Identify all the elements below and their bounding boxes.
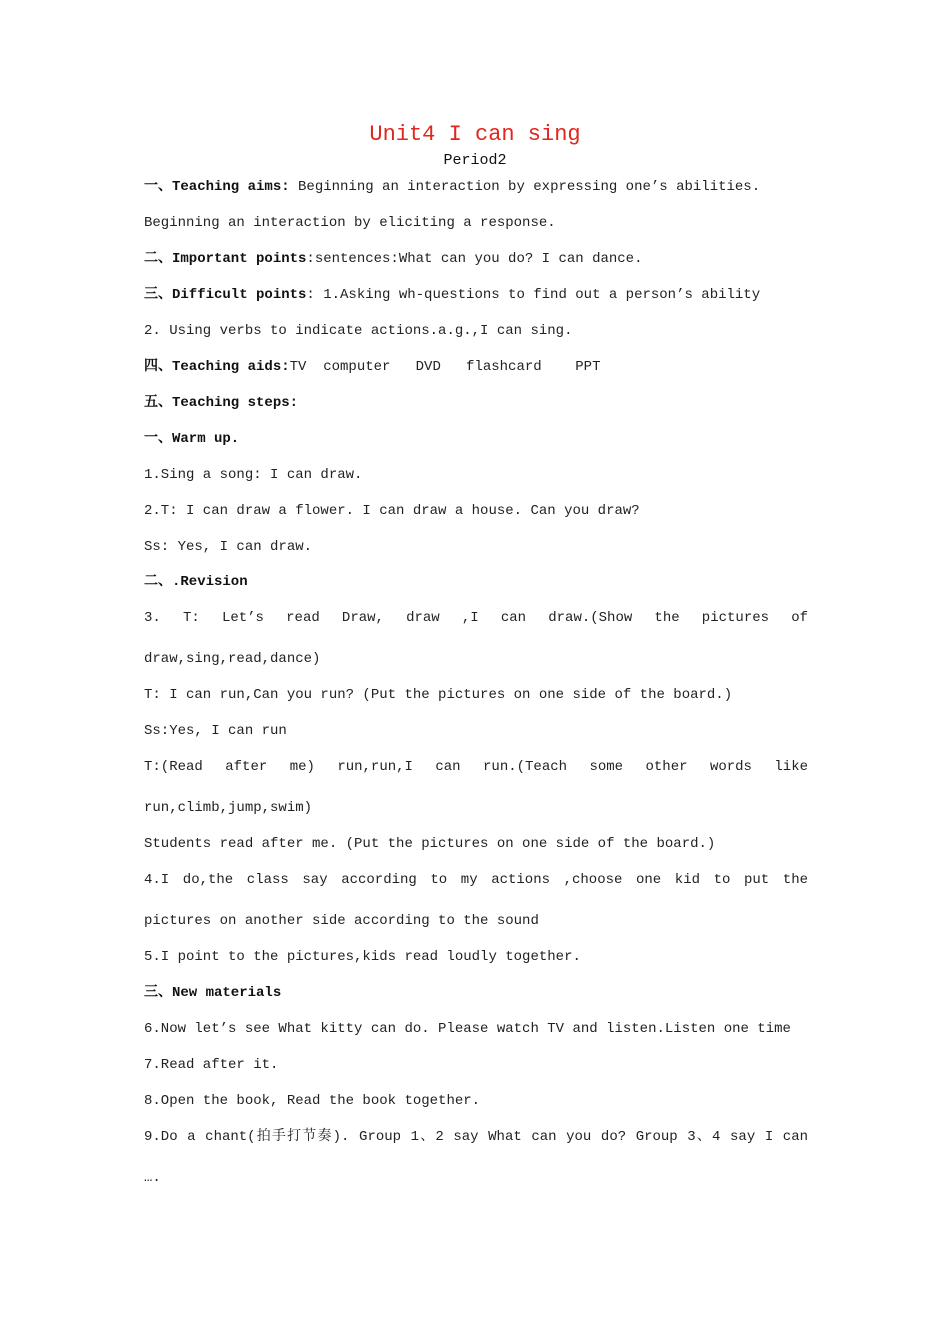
steps-heading: 五、Teaching steps:	[144, 395, 299, 411]
aids-label: 四、Teaching aids:	[144, 359, 290, 375]
step-line-6: Ss:Yes, I can run	[144, 723, 287, 739]
aids-text: TV computer DVD flashcard PPT	[289, 359, 601, 375]
revision-heading: 二、.Revision	[144, 574, 248, 590]
important-label: 二、Important points	[144, 251, 307, 267]
step-line-5: T: I can run,Can you run? (Put the pictures on one side of the board.)	[144, 687, 733, 703]
difficult-label: 三、Difficult points	[144, 287, 307, 303]
step-line-11: 6.Now let’s see What kitty can do. Please watch TV and listen.Listen one time	[144, 1021, 791, 1037]
difficult-text: : 1.Asking wh-questions to find out a person’s ability	[306, 287, 761, 303]
document-subtitle: Period2	[443, 152, 507, 169]
step-line-13: 8.Open the book, Read the book together.	[144, 1093, 481, 1109]
aims-line-2: Beginning an interaction by eliciting a response.	[144, 215, 556, 231]
important-line	[144, 249, 808, 269]
aids-line	[144, 357, 808, 377]
step-line-10: 5.I point to the pictures,kids read loudly together.	[144, 949, 581, 965]
step-line-4b: draw,sing,read,dance)	[144, 651, 321, 667]
aims-text: Beginning an interaction by expressing one’s abilities.	[289, 179, 761, 195]
important-text: :sentences:What can you do? I can dance.	[306, 251, 643, 267]
step-line-2: 2.T: I can draw a flower. I can draw a house. Can you draw?	[144, 503, 640, 519]
step-line-4a: 3. T: Let’s read Draw, draw ,I can draw.(Show the pictures of	[144, 610, 808, 626]
step-line-9a: 4.I do,the class say according to my actions ,choose one kid to put the	[144, 872, 808, 888]
step-line-14a: 9.Do a chant(拍手打节奏). Group 1、2 say What can you do? Group 3、4 say I can	[144, 1129, 808, 1145]
step-line-12: 7.Read after it.	[144, 1057, 279, 1073]
step-line-14b: ….	[144, 1170, 161, 1186]
step-line-1: 1.Sing a song: I can draw.	[144, 467, 363, 483]
difficult-line	[144, 285, 808, 305]
aims-line	[144, 177, 808, 197]
document-title: Unit4 I can sing	[369, 122, 581, 147]
aims-label: 一、Teaching aims:	[144, 179, 290, 195]
step-line-7b: run,climb,jump,swim)	[144, 800, 313, 816]
step-line-7a: T:(Read after me) run,run,I can run.(Teach some other words like	[144, 759, 808, 775]
step-line-9b: pictures on another side according to the sound	[144, 913, 539, 929]
step-line-3: Ss: Yes, I can draw.	[144, 539, 313, 555]
warm-up-heading: 一、Warm up.	[144, 431, 240, 447]
new-materials-heading: 三、New materials	[144, 985, 282, 1001]
difficult-line-2: 2. Using verbs to indicate actions.a.g.,I can sing.	[144, 323, 573, 339]
step-line-8: Students read after me. (Put the pictures on one side of the board.)	[144, 836, 716, 852]
